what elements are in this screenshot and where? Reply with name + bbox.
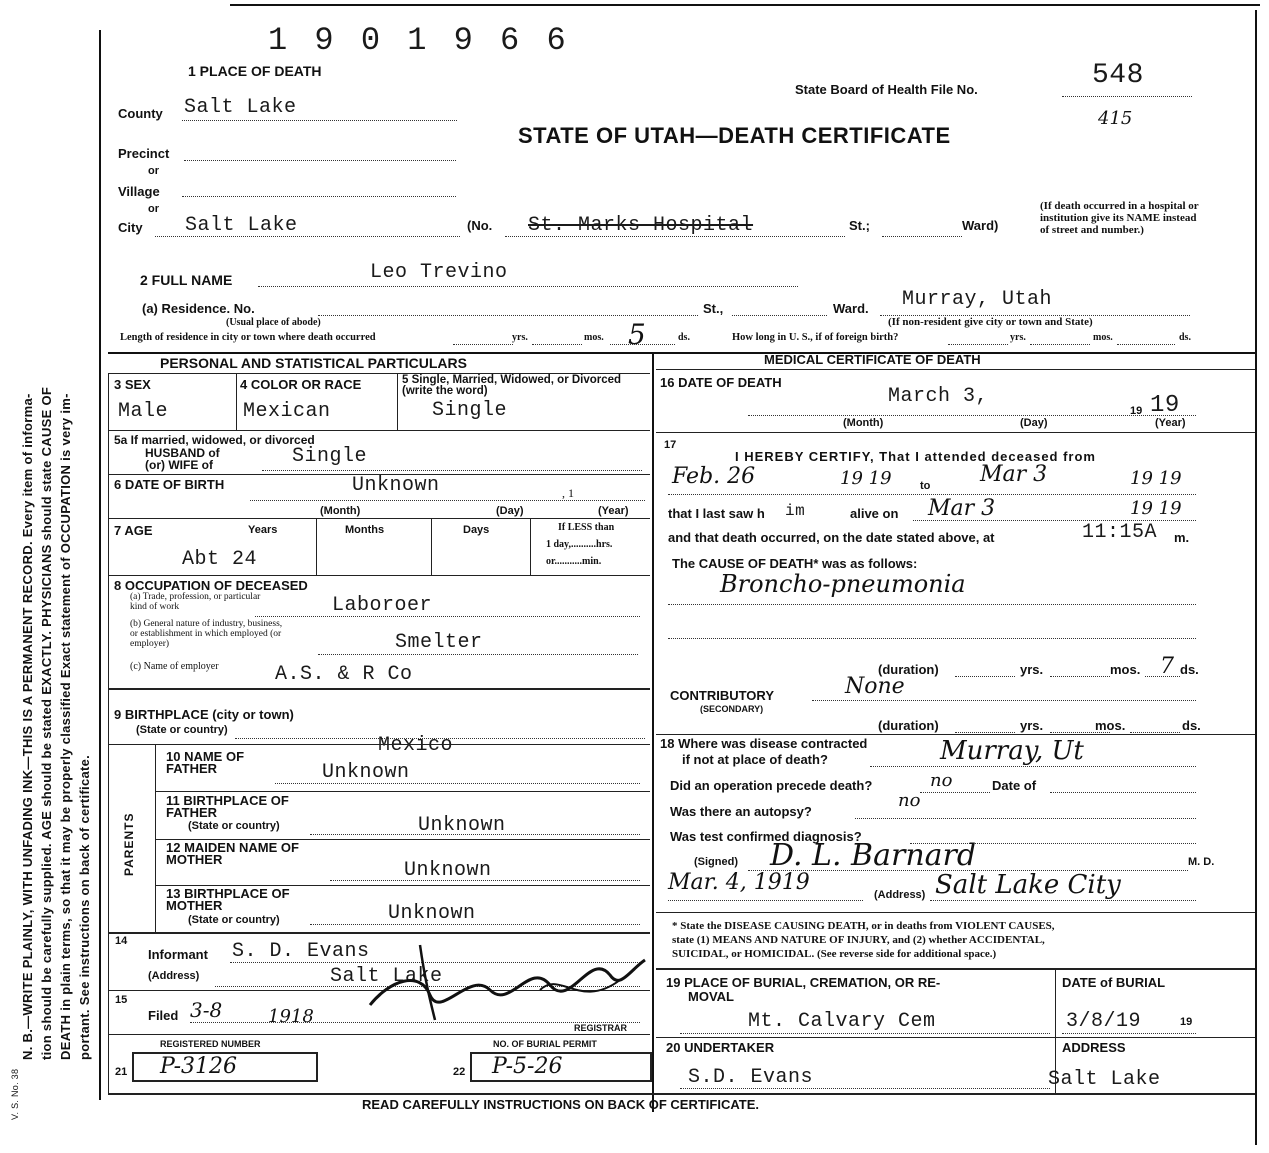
- alive-on-year: 19 19: [1130, 498, 1182, 519]
- ward-label: Ward): [962, 218, 999, 233]
- autopsy-label: Was there an autopsy?: [670, 804, 812, 819]
- dob-comma: , 1: [562, 486, 574, 500]
- side-line-1: N. B.—WRITE PLAINLY, WITH UNFADING INK—THIS IS A PERMANENT RECORD. Every item of informa-: [20, 393, 35, 1060]
- dob-value: Unknown: [352, 474, 440, 497]
- certify-label: I HEREBY CERTIFY, That I attended deceased from: [735, 449, 1096, 464]
- us-label: How long in U. S., if of foreign birth?: [732, 332, 899, 343]
- days-label: Days: [463, 524, 490, 536]
- place-of-death-label: 1 PLACE OF DEATH: [188, 63, 322, 79]
- father-value: Unknown: [322, 761, 410, 784]
- form-number: V. S. No. 38: [10, 1068, 20, 1120]
- contributory-label: CONTRIBUTORY: [670, 688, 774, 703]
- footnote-3: SUICIDAL, or HOMICIDAL. (See reverse side for additional space.): [672, 948, 997, 960]
- secondary-label: (SECONDARY): [700, 704, 764, 714]
- last-saw-label: that I last saw h: [668, 506, 765, 521]
- dob-day-caption: (Day): [496, 505, 524, 517]
- or-text: or: [148, 165, 159, 177]
- marital-value: Single: [432, 399, 508, 422]
- column-divider: [652, 352, 654, 1112]
- age-label: 7 AGE: [114, 523, 153, 538]
- item-15: 15: [115, 994, 128, 1006]
- last-saw-him: im: [785, 502, 806, 520]
- spouse-value: Single: [292, 445, 368, 468]
- physician-signature: D. L. Barnard: [770, 838, 977, 873]
- trade-value: Laboroer: [332, 594, 433, 617]
- ds-label: ds.: [1179, 332, 1191, 343]
- contracted-label: 18 Where was disease contracted: [660, 736, 868, 751]
- handwritten-number: 415: [1098, 108, 1133, 129]
- day-caption: (Day): [1020, 417, 1048, 429]
- registrar-signature: [360, 940, 650, 1025]
- item-14: 14: [115, 935, 128, 947]
- filed-label: Filed: [148, 1008, 179, 1023]
- undertaker-label: 20 UNDERTAKER: [666, 1040, 775, 1055]
- date-of-death-value: March 3,: [888, 385, 989, 408]
- death-time: 11:15A: [1082, 521, 1158, 544]
- father-label: 10 NAME OF FATHER: [166, 749, 245, 776]
- county-value: Salt Lake: [184, 96, 297, 119]
- ds-label: ds.: [1182, 718, 1201, 733]
- residence-months-value: 5: [628, 318, 646, 351]
- mother-label: 12 MAIDEN NAME OF MOTHER: [166, 840, 299, 867]
- ds-label: ds.: [678, 332, 690, 343]
- date-of-burial-value: 3/8/19: [1066, 1010, 1142, 1033]
- length-residence-label: Length of residence in city or town where death occurred: [120, 332, 376, 343]
- mother-value: Unknown: [404, 859, 492, 882]
- mos-label: mos.: [1095, 718, 1126, 733]
- mother-birthplace-value: Unknown: [388, 902, 476, 925]
- yrs-label: yrs.: [1020, 662, 1044, 677]
- father-birthplace-sub: (State or country): [188, 820, 280, 832]
- county-label: County: [118, 106, 163, 121]
- informant-label: Informant: [148, 947, 208, 962]
- industry-value: Smelter: [395, 631, 483, 654]
- year-caption: (Year): [1155, 417, 1186, 429]
- less-label: If LESS than: [558, 522, 615, 533]
- stamp-number: 1 9 0 1 9 6 6: [268, 22, 570, 59]
- residence-ward-label: Ward.: [833, 301, 869, 316]
- medical-section-title: MEDICAL CERTIFICATE OF DEATH: [764, 352, 981, 367]
- physician-address: Salt Lake City: [935, 870, 1121, 900]
- marital-label: 5 Single, Married, Widowed, or Divorced (write the word): [402, 374, 622, 397]
- trade-label: (a) Trade, profession, or particular kind of work: [130, 592, 261, 612]
- mother-birthplace-label: 13 BIRTHPLACE OF MOTHER: [166, 886, 290, 913]
- duration-months: 7: [1160, 654, 1174, 679]
- informant-address-value: Salt Lake: [330, 965, 443, 988]
- certificate-title: STATE OF UTAH—DEATH CERTIFICATE: [518, 123, 951, 148]
- usual-place-note: (Usual place of abode): [226, 317, 321, 328]
- employer-label: (c) Name of employer: [130, 661, 219, 672]
- residence-value: Murray, Utah: [902, 288, 1053, 311]
- autopsy-value: no: [898, 790, 921, 811]
- death-year-value: 19: [1150, 392, 1180, 419]
- full-name-label: 2 FULL NAME: [140, 272, 233, 288]
- cause-label: The CAUSE OF DEATH* was as follows:: [672, 556, 918, 571]
- precinct-label: Precinct: [118, 146, 170, 161]
- registered-value: P-3126: [160, 1054, 238, 1079]
- operation-value: no: [930, 770, 953, 791]
- yrs-label: yrs.: [512, 332, 528, 343]
- date-of-label: Date of: [992, 778, 1037, 793]
- footnote-1: * State the DISEASE CAUSING DEATH, or in deaths from VIOLENT CAUSES,: [672, 920, 1055, 932]
- dob-month-caption: (Month): [320, 505, 361, 517]
- item-17: 17: [664, 439, 677, 451]
- burial-label: 19 PLACE OF BURIAL, CREMATION, OR RE-: [666, 975, 941, 990]
- filed-value: 3-8: [190, 998, 223, 1022]
- month-caption: (Month): [843, 417, 884, 429]
- md-label: M. D.: [1188, 856, 1215, 868]
- contracted-value: Murray, Ut: [940, 736, 1084, 766]
- father-birthplace-value: Unknown: [418, 814, 506, 837]
- burial-value: Mt. Calvary Cem: [748, 1010, 936, 1033]
- duration-label: (duration): [878, 718, 939, 733]
- personal-section-title: PERSONAL AND STATISTICAL PARTICULARS: [160, 355, 467, 371]
- undertaker-address-label: ADDRESS: [1062, 1040, 1126, 1055]
- industry-label: (b) General nature of industry, business, or establishment in which employed (or employer): [130, 619, 283, 649]
- mos-label: mos.: [584, 332, 604, 343]
- item-22: 22: [453, 1066, 466, 1078]
- employer-value: A.S. & R Co: [275, 663, 413, 686]
- sex-label: 3 SEX: [114, 377, 151, 392]
- operation-label: Did an operation precede death?: [670, 778, 873, 793]
- father-label-num: [166, 751, 276, 776]
- or-text: or: [148, 203, 159, 215]
- dob-label: 6 DATE OF BIRTH: [114, 477, 225, 492]
- burial-year-suffix: 19: [1180, 1016, 1193, 1028]
- parents-label: PARENTS: [122, 812, 136, 876]
- side-line-4: portant. See instructions on back of certificate.: [77, 754, 92, 1060]
- st-label: St.;: [849, 218, 870, 233]
- side-line-2: tion should be carefully supplied. AGE should be stated EXACTLY. PHYSICIANS should state CAUSE OF: [39, 386, 54, 1060]
- informant-address-label: (Address): [148, 970, 200, 982]
- registered-label: REGISTERED NUMBER: [160, 1039, 261, 1049]
- birthplace-sub: (State or country): [136, 724, 228, 736]
- right-border: [1255, 10, 1257, 1145]
- sex-value: Male: [118, 400, 169, 423]
- years-label: Years: [248, 524, 278, 536]
- birthplace-label: 9 BIRTHPLACE (city or town): [114, 707, 294, 722]
- full-name-value: Leo Trevino: [370, 261, 508, 284]
- min-label: or...........min.: [546, 556, 602, 567]
- hospital-note: (If death occurred in a hospital or institution give its NAME instead of street and number.): [1040, 200, 1199, 236]
- months-label: Months: [345, 524, 385, 536]
- color-value: Mexican: [243, 400, 331, 423]
- yrs-label: yrs.: [1020, 718, 1044, 733]
- burial-permit-value: P-5-26: [492, 1054, 563, 1079]
- age-value: Abt 24: [182, 548, 258, 571]
- color-label: 4 COLOR OR RACE: [240, 377, 362, 392]
- file-no-label: State Board of Health File No.: [795, 82, 978, 97]
- m-label: m.: [1174, 530, 1190, 545]
- signed-label: (Signed): [694, 856, 738, 868]
- residence-st-label: St.,: [703, 301, 724, 316]
- cause-value: Broncho-pneumonia: [720, 570, 966, 598]
- footnote-2: state (1) MEANS AND NATURE OF INJURY, and (2) whether ACCIDENTAL,: [672, 934, 1045, 946]
- wife-label: (or) WIFE of: [145, 458, 213, 472]
- burial-permit-label: NO. OF BURIAL PERMIT: [493, 1039, 597, 1049]
- dob-year-caption: (Year): [598, 505, 629, 517]
- city-value: Salt Lake: [185, 214, 298, 237]
- date-of-burial-label: DATE of BURIAL: [1062, 975, 1166, 990]
- file-no-value: 548: [1092, 60, 1144, 91]
- alive-on-value: Mar 3: [928, 496, 996, 521]
- test-label: Was test confirmed diagnosis?: [670, 829, 862, 844]
- ds-label: ds.: [1180, 662, 1199, 677]
- father-birthplace-label: 11 BIRTHPLACE OF FATHER: [166, 793, 289, 820]
- filed-year: 1918: [268, 1006, 314, 1027]
- to-label: to: [920, 480, 931, 492]
- attended-to: Mar 3: [980, 462, 1048, 487]
- contributory-value: None: [845, 674, 905, 699]
- side-instructions: [4, 20, 92, 1130]
- undertaker-value: S.D. Evans: [688, 1066, 814, 1089]
- informant-value: S. D. Evans: [232, 940, 370, 963]
- removal-label: MOVAL: [688, 989, 734, 1004]
- no-label: (No.: [467, 218, 493, 233]
- registrar-label: REGISTRAR: [574, 1023, 628, 1033]
- village-label: Village: [118, 184, 160, 199]
- physician-address-label: (Address): [874, 889, 926, 901]
- year-prefix: 19: [1130, 405, 1143, 417]
- duration-label: (duration): [878, 662, 939, 677]
- spouse-label: 5a If married, widowed, or divorced: [114, 433, 315, 447]
- non-resident-note: (If non-resident give city or town and State): [888, 316, 1093, 328]
- attended-from-year: 19 19: [840, 468, 892, 489]
- top-border: [230, 4, 1260, 6]
- attended-to-year: 19 19: [1130, 468, 1182, 489]
- mos-label: mos.: [1110, 662, 1141, 677]
- date-of-death-label: 16 DATE OF DEATH: [660, 375, 782, 390]
- birthplace-value: Mexico: [378, 734, 454, 757]
- footer-instructions: READ CAREFULLY INSTRUCTIONS ON BACK OF CERTIFICATE.: [362, 1097, 759, 1112]
- contracted-label-2: if not at place of death?: [682, 752, 828, 767]
- left-border: [99, 30, 101, 1100]
- city-label: City: [118, 220, 143, 235]
- occupation-label: 8 OCCUPATION OF DECEASED: [114, 578, 308, 593]
- yrs-label: yrs.: [1010, 332, 1026, 343]
- occurred-label: and that death occurred, on the date stated above, at: [668, 530, 995, 545]
- hrs-label: 1 day,..........hrs.: [546, 539, 613, 550]
- attended-from: Feb. 26: [672, 464, 756, 489]
- husband-label: HUSBAND of: [145, 446, 220, 460]
- alive-on-label: alive on: [850, 506, 899, 521]
- mother-birthplace-sub: (State or country): [188, 914, 280, 926]
- item-21: 21: [115, 1066, 128, 1078]
- street-value: St. Marks Hospital: [528, 214, 754, 237]
- side-line-3: DEATH in plain terms, so that it may be properly classified Exact statement of OCCUPATION is very im-: [58, 393, 73, 1060]
- mos-label: mos.: [1093, 332, 1113, 343]
- sign-date: Mar. 4, 1919: [668, 870, 810, 895]
- residence-label: (a) Residence. No.: [142, 301, 255, 316]
- undertaker-address-value: Salt Lake: [1048, 1068, 1161, 1091]
